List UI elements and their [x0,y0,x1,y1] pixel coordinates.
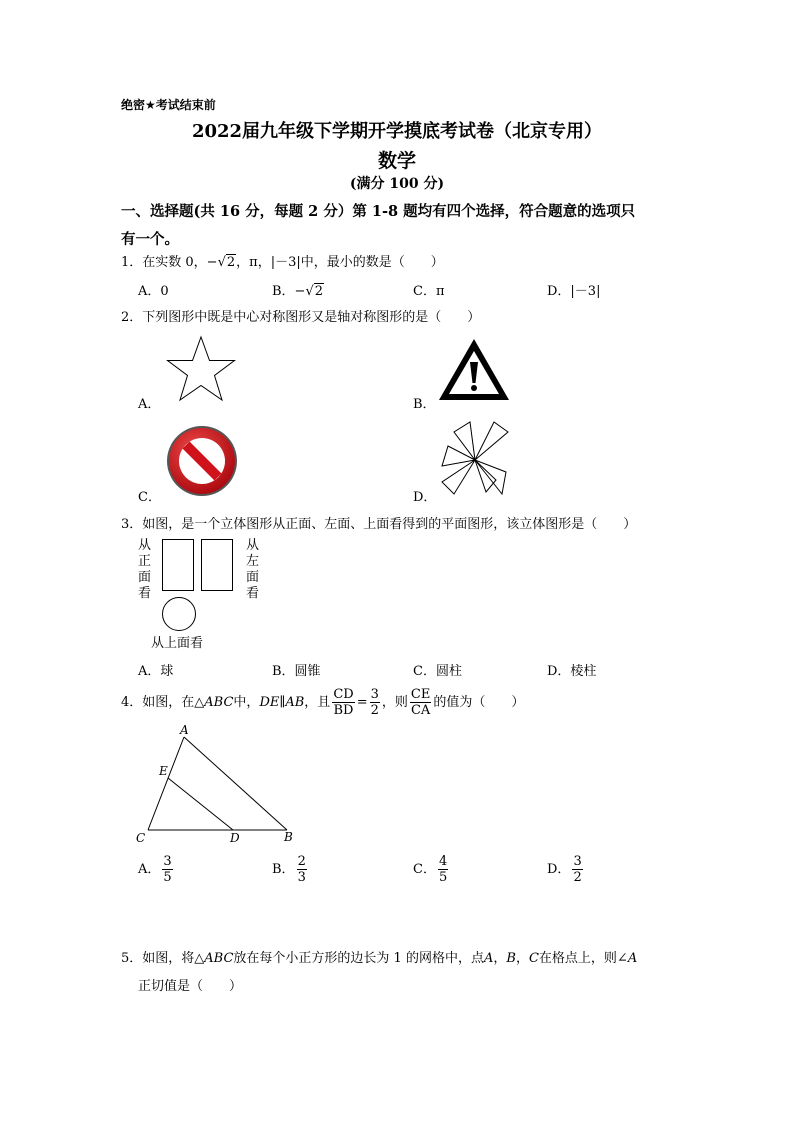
q3-option-b[interactable]: B．圆锥 [272,664,321,679]
q1-option-c[interactable]: C．π [413,284,445,299]
exam-title: 2022届九年级下学期开学摸底考试卷（北京专用） [191,121,603,142]
point-e-label: E [159,764,168,778]
q1-option-b[interactable]: B．−√2 [272,284,324,299]
fraction-3-2: $\frac{3}{2}$ [370,687,379,718]
q4-option-c[interactable]: C． $\frac{4}{5}$ [413,854,448,885]
question-5-stem-line1: 5．如图，将△ABC放在每个小正方形的边长为 1 的网格中，点A，B，C在格点上，则∠A [121,951,638,966]
point-a-label: A [180,723,189,737]
q4-option-d[interactable]: D． $\frac{3}{2}$ [547,854,582,885]
sqrt-symbol: √2 [217,255,236,270]
top-view-circle [162,597,196,631]
front-view-rectangle [162,539,194,591]
section-heading-line1: 一、选择题(共 16 分，每题 2 分）第 1-8 题均有四个选择，符合题意的选项只 [121,203,636,220]
q2-option-b[interactable]: B． [413,397,436,412]
question-2-stem: 2．下列图形中既是中心对称图形又是轴对称图形的是（ ） [121,310,481,325]
q4-option-a[interactable]: A． $\frac{3}{5}$ [138,854,172,885]
star-figure [165,335,237,403]
section-heading-line2: 有一个。 [121,231,179,248]
q3-option-c[interactable]: C．圆柱 [413,664,462,679]
question-1-stem [121,251,444,270]
triangle-abc-diagram [130,725,310,850]
q2-option-a[interactable]: A． [138,397,161,412]
fraction-cd-bd: $\frac{CD}{BD}$ [333,687,354,718]
point-d-label: D [230,831,240,845]
full-score: (满分 100 分) [349,176,445,192]
q3-option-d[interactable]: D．棱柱 [547,664,597,679]
q2-option-d[interactable]: D． [413,490,437,505]
q1-sqrt-value: 2 [226,255,236,270]
question-4-stem: 4．如图，在△ABC中，DE∥AB，且 $\frac{CD}{BD}$ = $\frac{3}{2}$ ，则 $\frac{CE}{CA}$ 的值为（ ） [121,687,525,718]
subject-title: 数学 [377,150,416,172]
warning-triangle-figure [437,337,511,403]
q1-stem-part: 1．在实数 0，− [121,255,218,270]
top-view-label: 从上面看 [151,636,204,651]
q3-option-a[interactable]: A．球 [138,664,174,679]
q2-option-c[interactable]: C． [138,490,161,505]
q1-stem-part: ，π，|－3|中，最小的数是（ ） [236,255,444,270]
q1-option-d[interactable]: D．|－3| [547,284,601,299]
q4-option-b[interactable]: B． $\frac{2}{3}$ [272,854,306,885]
left-view-rectangle [201,539,233,591]
no-entry-sign-figure [166,425,238,497]
left-view-label: 从左面看 [246,538,260,601]
question-5-stem-line2: 正切值是（ ） [138,979,243,994]
fraction-ce-ca: $\frac{CE}{CA}$ [410,687,431,718]
point-b-label: B [284,830,293,844]
front-view-label: 从正面看 [138,538,152,601]
confidential-label: 绝密★考试结束前 [121,98,216,112]
q1-option-a[interactable]: A．0 [138,284,169,299]
point-c-label: C [136,831,146,845]
question-3-stem: 3．如图，是一个立体图形从正面、左面、上面看得到的平面图形，该立体图形是（ ） [121,517,637,532]
pinwheel-figure [440,420,510,498]
